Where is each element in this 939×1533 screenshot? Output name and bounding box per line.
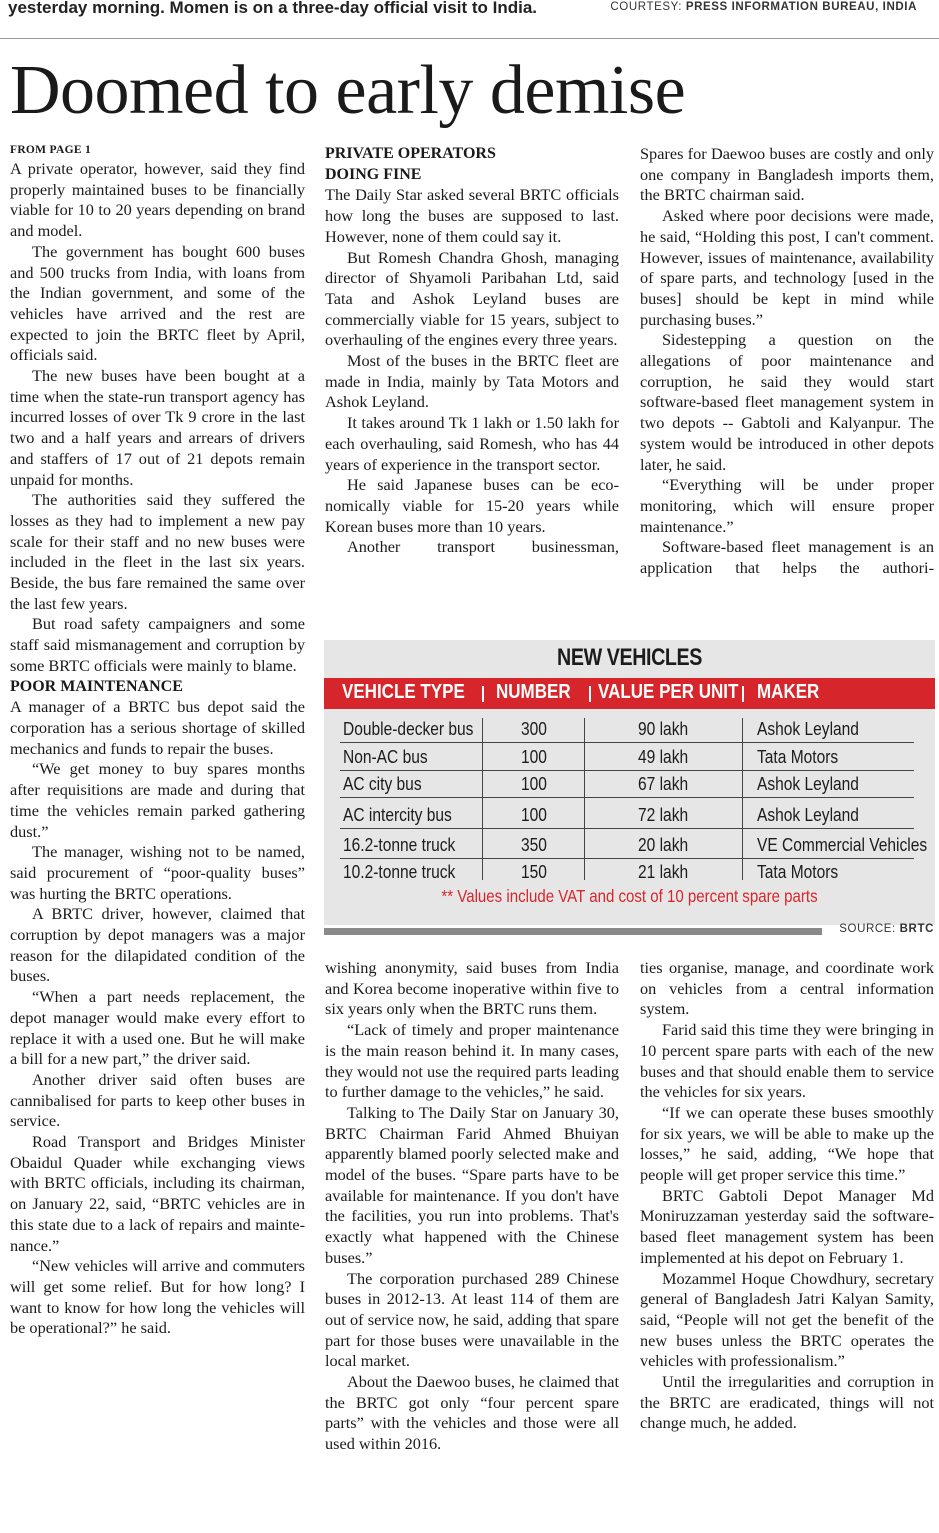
photo-credit	[610, 1, 917, 13]
table-row	[340, 831, 928, 859]
paragraph: “We get money to buy spares months after requisitions are made and during that time the vehicles remain parked gathering dust.”	[10, 759, 305, 841]
cell-vehicle-type: Double-decker bus	[343, 718, 474, 739]
article-column-3	[640, 144, 934, 579]
new-vehicles-table	[324, 640, 935, 925]
cell-maker: Ashok Leyland	[757, 804, 859, 825]
paragraph: Until the irregularities and corruption in the BRTC are eradicated, things will not change much, he added.	[640, 1372, 934, 1433]
paragraph: Another transport businessman,	[347, 537, 619, 557]
subhead-private-operators: PRIVATE OPERATORS	[325, 145, 496, 162]
table-row	[340, 770, 914, 798]
table-footnote: ** Values include VAT and cost of 10 percent spare parts	[441, 886, 818, 906]
paragraph: It takes around Tk 1 lakh or 1.50 lakh for each overhauling, said Romesh, who has 44 years of experience in the transport sector.	[325, 413, 619, 474]
paragraph: The new buses have been bought at a time when the state-run transport agency has incurred losses of over Tk 9 crore in the last two and a half years and arrears of drivers and staffers of 17 out of 21 depots remain unpaid for months.	[10, 366, 305, 489]
cell-number: 300	[521, 718, 547, 739]
source-label: SOURCE:	[839, 923, 896, 935]
paragraph: But road safety campaigners and some staff said mismanagement and corruption by some BRTC officials were mainly to blame.	[10, 614, 305, 675]
table-source	[839, 923, 934, 935]
cell-maker: VE Commercial Vehicles	[757, 834, 928, 855]
cell-maker: Ashok Leyland	[757, 773, 859, 794]
cell-number: 100	[521, 773, 547, 794]
paragraph: Another driver said often buses are cannibalised for parts to keep other buses in service.	[10, 1069, 305, 1131]
header-vehicle-type: VEHICLE TYPE	[342, 681, 465, 703]
table-row	[340, 715, 914, 743]
cell-number: 100	[521, 804, 547, 825]
cell-vehicle-type: AC intercity bus	[343, 804, 452, 825]
kicker: FROM PAGE 1	[10, 144, 92, 156]
paragraph: The manager, wishing not to be named, said procurement of “poor-quality buses” was hurting the BRTC operations.	[10, 842, 305, 903]
cell-maker: Tata Motors	[757, 746, 839, 767]
paragraph: Mozammel Hoque Chowdhury, secretary general of Bangladesh Jatri Kalyan Samity, said, “People will not get the benefit of the new buses unless the BRTC operates the vehicles with professionalism.”	[640, 1268, 934, 1371]
paragraph: But Romesh Chandra Ghosh, managing director of Shyamoli Paribahan Ltd, said Tata and Ashok Leyland buses are commercially viable for 15 years, subject to overhauling of the engines every three years.	[325, 247, 619, 350]
cell-value: 49 lakh	[638, 746, 689, 767]
cell-vehicle-type: 10.2-tonne truck	[343, 861, 456, 882]
header-number: NUMBER	[496, 681, 571, 703]
paragraph: Sidestepping a question on the allegations of poor maintenance and corruption, he said they would start software-based fleet management system in two depots -- Gabtoli and Kalyanpur. The system would be introduced in other depots later, he said.	[640, 330, 934, 474]
cell-vehicle-type: Non-AC bus	[343, 746, 428, 767]
cell-value: 72 lakh	[638, 804, 689, 825]
paragraph: Asked where poor decisions were made, he said, “Holding this post, I can't comment. However, issues of maintenance, availability of spare parts, and technology [used in the buses] should be kept in mind while purchasing buses.”	[640, 206, 934, 329]
paragraph: The Daily Star asked several BRTC officials how long the buses are supposed to last. However, none of them could say it.	[325, 185, 619, 246]
divider-bar	[324, 928, 822, 935]
source-value: BRTC	[899, 923, 934, 935]
paragraph: The corporation purchased 289 Chinese buses in 2012-13. At least 114 of them are out of service now, he said, adding that spare part for those buses were unavailable in the local market.	[325, 1268, 619, 1371]
paragraph: “If we can operate these buses smoothly for six years, we will be able to make up the losses,” he said, adding, “We hope that people will get proper service this time.”	[640, 1102, 934, 1185]
cell-number: 100	[521, 746, 547, 767]
table-row	[340, 858, 914, 885]
top-bar	[0, 0, 939, 39]
paragraph: “When a part needs replacement, the depot manager would make every effort to replace it with a used one. But he will make a bill for a new part,” the driver said.	[10, 987, 305, 1069]
cell-maker: Tata Motors	[757, 861, 839, 882]
header-value-per-unit: VALUE PER UNIT	[598, 681, 739, 703]
paragraph: Road Transport and Bridges Minister Obaidul Quader while exchanging views with BRTC officials, including its chairman, on January 22, said, “BRTC vehicles are in this state due to a lack of repairs and maintenance.”	[10, 1132, 305, 1255]
headline: Doomed to early demise	[10, 52, 686, 129]
photo-caption: yesterday morning. Momen is on a three-day official visit to India.	[8, 0, 538, 17]
table-title: NEW VEHICLES	[557, 644, 702, 671]
paragraph: A BRTC driver, however, claimed that corruption by depot managers was a major reason for the dilapidated condition of the buses.	[10, 904, 305, 986]
cell-value: 67 lakh	[638, 773, 689, 794]
header-divider	[742, 686, 744, 702]
cell-vehicle-type: AC city bus	[343, 773, 422, 794]
paragraph: ties organise, manage, and coordinate work on vehicles from a central information system.	[640, 958, 934, 1019]
paragraph: “New vehicles will arrive and commuters will get some relief. But for how long? I want to know for how long the vehicles will be operational?” he said.	[10, 1256, 305, 1338]
paragraph: Spares for Daewoo buses are costly and only one company in Bangladesh imports them, the BRTC chairman said.	[640, 144, 934, 205]
paragraph: wishing anonymity, said buses from India and Korea become inoperative within five to six years only when the BRTC runs them.	[325, 958, 619, 1019]
paragraph: Software-based fleet management is an application that helps the authori-	[640, 537, 934, 578]
article-column-5	[640, 958, 934, 1434]
paragraph: “Everything will be under proper monitoring, which will ensure proper maintenance.”	[640, 475, 934, 536]
header-maker: MAKER	[757, 681, 820, 703]
header-divider	[589, 686, 591, 702]
paragraph: The authorities said they suffered the losses as they had to implement a new pay scale for their staff and no new buses were included in the fleet in the last six years. Beside, the bus fare remained the same over the last few years.	[10, 490, 305, 613]
cell-number: 350	[521, 834, 547, 855]
header-divider	[482, 686, 484, 702]
paragraph: “Lack of timely and proper maintenance is the main reason behind it. In many cases, they would not use the required parts leading to further damage to the vehicles,” he said.	[325, 1020, 619, 1102]
article-column-1	[10, 143, 305, 1339]
paragraph: A private operator, however, said they find properly maintained buses to be financially viable for 10 to 20 years depending on brand and model.	[10, 159, 305, 241]
article-column-4	[325, 958, 619, 1455]
cell-maker: Ashok Leyland	[757, 718, 859, 739]
cell-vehicle-type: 16.2-tonne truck	[343, 834, 456, 855]
cell-value: 20 lakh	[638, 834, 689, 855]
cell-value: 90 lakh	[638, 718, 689, 739]
paragraph: BRTC Gabtoli Depot Manager Md Moniruzzaman yesterday said the software-based fleet management system has been implemented at his depot on February 1.	[640, 1185, 934, 1267]
table-header-row	[324, 678, 935, 709]
subhead-poor-maintenance: POOR MAINTENANCE	[10, 677, 183, 695]
paragraph: He said Japanese buses can be economically viable for 15-20 years while Korean buses more than 10 years.	[325, 475, 619, 536]
paragraph: Most of the buses in the BRTC fleet are made in India, mainly by Tata Motors and Ashok Leyland.	[325, 351, 619, 412]
table-row	[340, 743, 914, 771]
table-row	[340, 801, 914, 829]
courtesy-label: COURTESY:	[610, 1, 683, 13]
paragraph: About the Daewoo buses, he claimed that the BRTC got only “four percent spare parts” with the vehicles and those were all used within 2016.	[325, 1372, 619, 1454]
paragraph: A manager of a BRTC bus depot said the corporation has a serious shortage of skilled mechanics and funds to repair the buses.	[10, 697, 305, 758]
subhead-doing-fine: DOING FINE	[325, 165, 422, 183]
cell-number: 150	[521, 861, 547, 882]
courtesy-source: PRESS INFORMATION BUREAU, INDIA	[685, 1, 917, 13]
paragraph: Farid said this time they were bringing in 10 percent spare parts with each of the new buses and that should enable them to service the vehicles for six years.	[640, 1020, 934, 1102]
article-column-2	[325, 144, 619, 558]
cell-value: 21 lakh	[638, 861, 689, 882]
paragraph: Talking to The Daily Star on January 30, BRTC Chairman Farid Ahmed Bhuiyan apparently blamed poorly selected make and model of the buses. “Spare parts have to be available for maintenance. If you don't have the facilities, you run into problems. That's exactly what happened with the Chinese buses.”	[325, 1102, 619, 1267]
paragraph: The government has bought 600 buses and 500 trucks from India, with loans from the Indian government, and some of the vehicles have arrived and the rest are expected to join the BRTC fleet by April, officials said.	[10, 241, 305, 365]
